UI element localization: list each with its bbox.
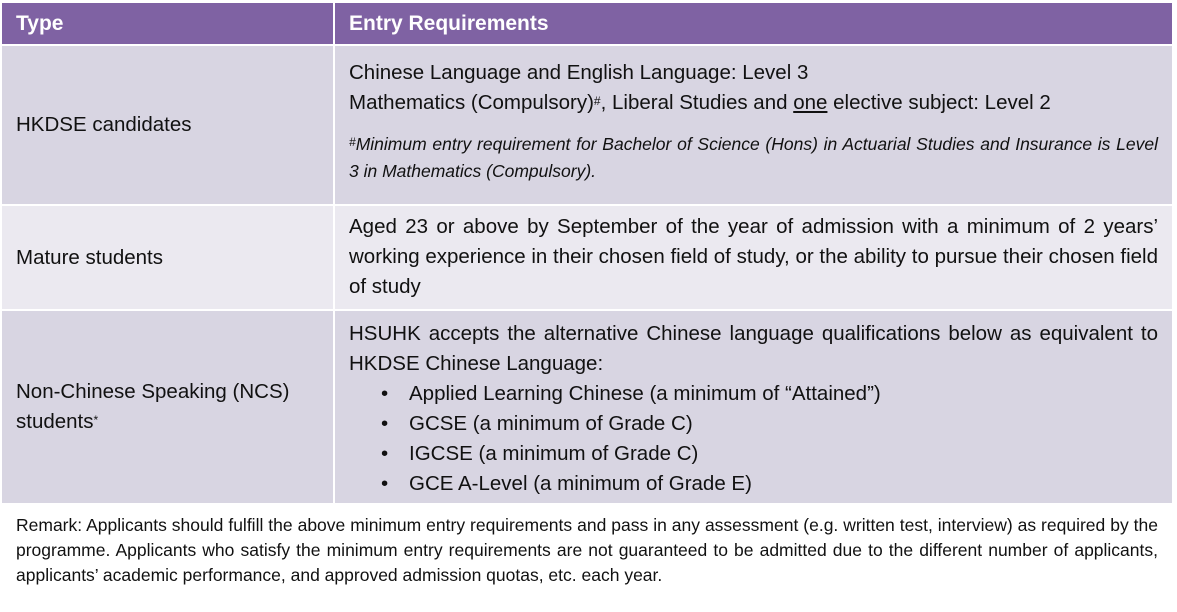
header-entry-requirements: Entry Requirements (335, 3, 1172, 46)
footnote-marker: # (593, 94, 601, 108)
type-cell (2, 311, 335, 505)
requirements-cell (335, 46, 1172, 206)
table-row-hkdse (2, 46, 1172, 206)
remark-text: Remark: Applicants should fulfill the above minimum entry requirements and pass in any assessment (e.g. written test, interview) as required by the programme. Applicants who satisfy the minimum entry requirements are not guaranteed to be admitted due to the different number of applicants, applicants’ academic performance, and approved admission quotas, etc. each year. (16, 515, 1158, 585)
footnote-marker: * (93, 413, 99, 427)
type-label: Mature students (16, 245, 163, 269)
footnote-text: Minimum entry requirement for Bachelor of Science (Hons) in Actuarial Studies and Insurance is Level 3 in Mathematics (Compulsory). (349, 134, 1158, 181)
type-cell (2, 206, 335, 311)
header-type: Type (2, 3, 335, 46)
table-row-mature (2, 206, 1172, 311)
requirements-cell (335, 311, 1172, 505)
requirement-line: Chinese Language and English Language: Level 3 (349, 61, 809, 84)
list-item (349, 379, 1158, 409)
type-label: HKDSE candidates (16, 113, 192, 136)
requirements-cell (335, 206, 1172, 311)
bullet-icon: • (381, 442, 389, 465)
footnote-marker: # (349, 135, 356, 149)
requirement-text: elective subject: Level 2 (827, 91, 1051, 114)
table-row-ncs (2, 311, 1172, 505)
requirement-text: , Liberal Studies and (600, 91, 794, 114)
list-item-text: Applied Learning Chinese (a minimum of “Attained”) (409, 382, 881, 405)
type-cell (2, 46, 335, 206)
list-item (349, 469, 1158, 499)
bullet-icon: • (381, 472, 389, 495)
underlined-word: one (793, 91, 828, 114)
footnote (349, 131, 1158, 185)
bullet-icon: • (381, 382, 389, 405)
qualification-list (349, 379, 1158, 499)
list-item-text: GCSE (a minimum of Grade C) (409, 412, 693, 435)
requirement-text: Mathematics (Compulsory) (349, 91, 594, 114)
type-label (16, 377, 319, 437)
requirement-intro: HSUHK accepts the alternative Chinese language qualifications below as equivalent to HKDSE Chinese Language: (349, 322, 1158, 375)
type-text: Non-Chinese Speaking (NCS) students (16, 380, 290, 433)
list-item (349, 439, 1158, 469)
requirement-text: Aged 23 or above by September of the year of admission with a minimum of 2 years’ working experience in their chosen field of study, or the ability to pursue their chosen field of study (349, 215, 1158, 298)
requirement-line (349, 88, 1158, 118)
bullet-icon: • (381, 412, 389, 435)
table-header-row (2, 3, 1172, 46)
list-item-text: IGCSE (a minimum of Grade C) (409, 442, 699, 465)
entry-requirements-table (2, 3, 1172, 505)
list-item-text: GCE A-Level (a minimum of Grade E) (409, 472, 752, 495)
list-item (349, 409, 1158, 439)
